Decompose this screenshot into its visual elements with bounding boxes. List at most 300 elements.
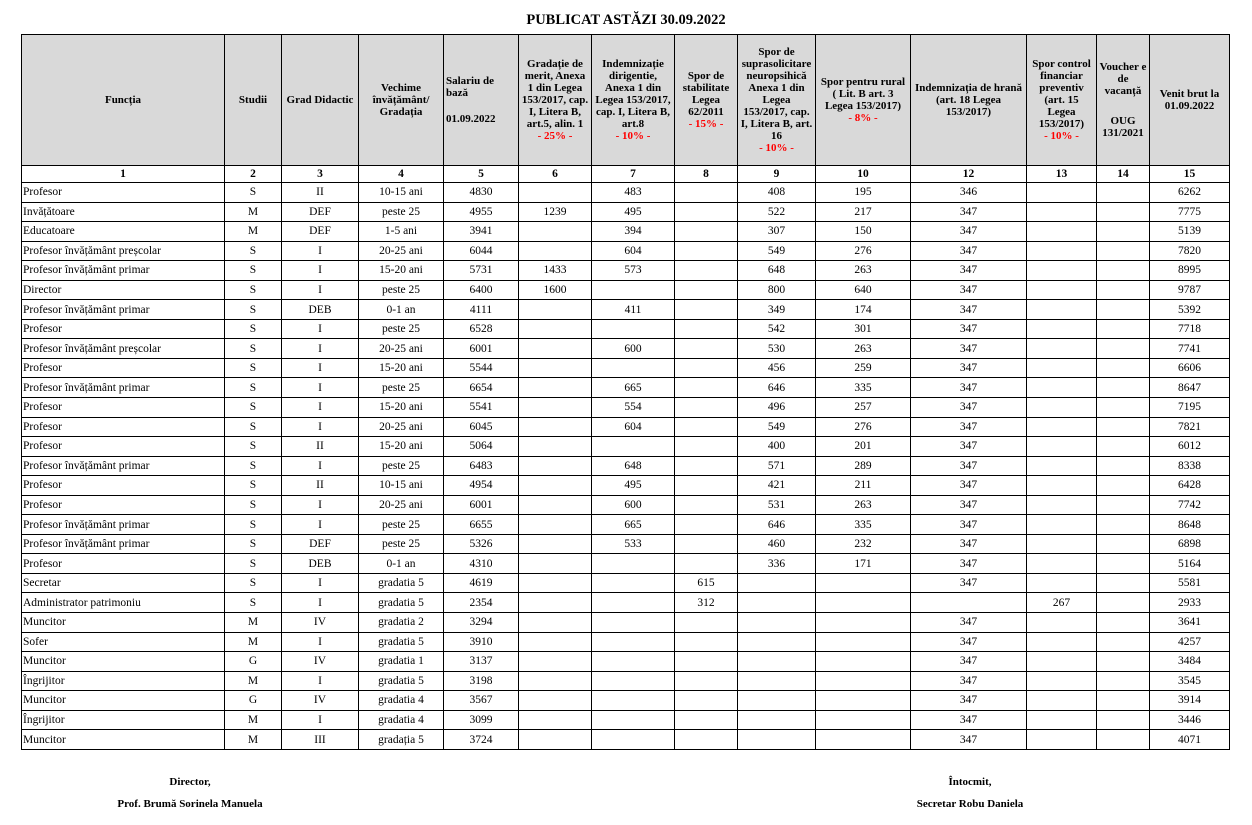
cell-dirigentie: 394: [592, 222, 675, 242]
column-number: 10: [816, 166, 911, 183]
cell-spor-cfp: [1027, 671, 1097, 691]
cell-spor-stabilitate: [675, 476, 738, 496]
table-header: [22, 35, 1230, 183]
cell-spor-suprasolicitare: 646: [738, 378, 816, 398]
cell-studii: S: [225, 593, 282, 613]
header-spor-rural-pct: - 8% -: [848, 112, 878, 124]
cell-gradatie-merit: [519, 300, 592, 320]
cell-gradatie-merit: [519, 183, 592, 203]
cell-studii: S: [225, 534, 282, 554]
cell-functia: Profesor: [22, 476, 225, 496]
cell-spor-suprasolicitare: 349: [738, 300, 816, 320]
cell-spor-stabilitate: [675, 671, 738, 691]
cell-venit-brut: 7821: [1150, 417, 1230, 437]
director-title: Director,: [169, 776, 211, 788]
cell-spor-cfp: [1027, 495, 1097, 515]
table-row: [22, 378, 1230, 398]
cell-vechime: gradatia 2: [359, 613, 444, 633]
cell-spor-suprasolicitare: [738, 593, 816, 613]
cell-venit-brut: 6898: [1150, 534, 1230, 554]
cell-spor-suprasolicitare: 421: [738, 476, 816, 496]
cell-spor-rural: 263: [816, 339, 911, 359]
cell-indemnizatie-hrana: 347: [911, 417, 1027, 437]
column-number: 3: [282, 166, 359, 183]
cell-indemnizatie-hrana: 347: [911, 534, 1027, 554]
cell-indemnizatie-hrana: 347: [911, 691, 1027, 711]
cell-vechime: gradatia 5: [359, 593, 444, 613]
cell-indemnizatie-hrana: 347: [911, 358, 1027, 378]
cell-spor-cfp: [1027, 613, 1097, 633]
cell-studii: S: [225, 437, 282, 457]
cell-indemnizatie-hrana: 347: [911, 261, 1027, 281]
cell-spor-cfp: [1027, 437, 1097, 457]
cell-studii: S: [225, 456, 282, 476]
cell-spor-rural: 259: [816, 358, 911, 378]
cell-studii: S: [225, 476, 282, 496]
table-row: [22, 417, 1230, 437]
cell-venit-brut: 7195: [1150, 398, 1230, 418]
cell-spor-suprasolicitare: [738, 632, 816, 652]
cell-grad: I: [282, 339, 359, 359]
header-studii: Studii: [225, 35, 282, 166]
cell-spor-cfp: [1027, 476, 1097, 496]
cell-salariu: 3724: [444, 730, 519, 750]
cell-spor-stabilitate: [675, 183, 738, 203]
cell-salariu: 3198: [444, 671, 519, 691]
cell-dirigentie: 573: [592, 261, 675, 281]
cell-dirigentie: [592, 358, 675, 378]
cell-indemnizatie-hrana: 347: [911, 300, 1027, 320]
cell-voucher: [1097, 183, 1150, 203]
cell-grad: I: [282, 358, 359, 378]
table-row: [22, 730, 1230, 750]
header-indemnizatie-hrana: Indemnizația de hrană (art. 18 Legea 153/2017): [911, 35, 1027, 166]
cell-functia: Muncitor: [22, 652, 225, 672]
cell-studii: M: [225, 710, 282, 730]
cell-spor-rural: 201: [816, 437, 911, 457]
cell-spor-stabilitate: [675, 300, 738, 320]
cell-spor-suprasolicitare: 456: [738, 358, 816, 378]
cell-indemnizatie-hrana: 347: [911, 515, 1027, 535]
table-row: [22, 534, 1230, 554]
cell-spor-stabilitate: 615: [675, 573, 738, 593]
cell-venit-brut: 5581: [1150, 573, 1230, 593]
cell-functia: Profesor învățământ primar: [22, 534, 225, 554]
cell-salariu: 6044: [444, 241, 519, 261]
cell-studii: M: [225, 202, 282, 222]
cell-spor-cfp: [1027, 241, 1097, 261]
cell-spor-stabilitate: 312: [675, 593, 738, 613]
cell-salariu: 3567: [444, 691, 519, 711]
cell-spor-rural: 174: [816, 300, 911, 320]
cell-gradatie-merit: [519, 378, 592, 398]
cell-studii: S: [225, 339, 282, 359]
table-row: [22, 300, 1230, 320]
cell-venit-brut: 5164: [1150, 554, 1230, 574]
cell-salariu: 5541: [444, 398, 519, 418]
cell-functia: Profesor învățământ primar: [22, 300, 225, 320]
cell-grad: II: [282, 183, 359, 203]
cell-dirigentie: [592, 554, 675, 574]
cell-vechime: peste 25: [359, 534, 444, 554]
cell-spor-cfp: [1027, 398, 1097, 418]
column-number: 4: [359, 166, 444, 183]
cell-spor-stabilitate: [675, 222, 738, 242]
cell-gradatie-merit: [519, 319, 592, 339]
cell-functia: Director: [22, 280, 225, 300]
cell-vechime: gradatia 5: [359, 671, 444, 691]
header-salariu-date: 01.09.2022: [446, 113, 496, 125]
cell-spor-stabilitate: [675, 319, 738, 339]
cell-functia: Administrator patrimoniu: [22, 593, 225, 613]
cell-vechime: gradatia 5: [359, 632, 444, 652]
cell-indemnizatie-hrana: 347: [911, 241, 1027, 261]
cell-spor-stabilitate: [675, 261, 738, 281]
cell-spor-cfp: [1027, 632, 1097, 652]
header-spor-stabilitate: [675, 35, 738, 166]
cell-studii: S: [225, 495, 282, 515]
cell-dirigentie: 483: [592, 183, 675, 203]
cell-functia: Profesor învățământ preșcolar: [22, 241, 225, 261]
cell-spor-suprasolicitare: 460: [738, 534, 816, 554]
salary-table: [21, 34, 1230, 750]
cell-voucher: [1097, 261, 1150, 281]
cell-vechime: peste 25: [359, 515, 444, 535]
cell-functia: Muncitor: [22, 691, 225, 711]
cell-spor-rural: 217: [816, 202, 911, 222]
header-vechime: Vechime învățământ/ Gradația: [359, 35, 444, 166]
cell-gradatie-merit: [519, 632, 592, 652]
cell-voucher: [1097, 476, 1150, 496]
cell-gradatie-merit: [519, 691, 592, 711]
cell-dirigentie: 648: [592, 456, 675, 476]
cell-spor-stabilitate: [675, 710, 738, 730]
cell-salariu: 4830: [444, 183, 519, 203]
cell-spor-suprasolicitare: [738, 573, 816, 593]
cell-functia: Profesor: [22, 319, 225, 339]
cell-spor-stabilitate: [675, 456, 738, 476]
table-row: [22, 573, 1230, 593]
cell-spor-rural: 211: [816, 476, 911, 496]
table-row: [22, 632, 1230, 652]
cell-spor-cfp: [1027, 202, 1097, 222]
cell-studii: S: [225, 319, 282, 339]
cell-voucher: [1097, 730, 1150, 750]
cell-gradatie-merit: [519, 456, 592, 476]
cell-venit-brut: 7718: [1150, 319, 1230, 339]
cell-gradatie-merit: [519, 710, 592, 730]
cell-venit-brut: 7741: [1150, 339, 1230, 359]
table-row: [22, 339, 1230, 359]
cell-indemnizatie-hrana: 347: [911, 319, 1027, 339]
cell-grad: I: [282, 417, 359, 437]
column-number: 7: [592, 166, 675, 183]
cell-vechime: 20-25 ani: [359, 495, 444, 515]
cell-spor-stabilitate: [675, 730, 738, 750]
cell-gradatie-merit: [519, 417, 592, 437]
cell-salariu: 5064: [444, 437, 519, 457]
cell-indemnizatie-hrana: 347: [911, 202, 1027, 222]
cell-spor-cfp: [1027, 417, 1097, 437]
cell-spor-suprasolicitare: 307: [738, 222, 816, 242]
cell-studii: S: [225, 280, 282, 300]
cell-gradatie-merit: 1600: [519, 280, 592, 300]
cell-voucher: [1097, 573, 1150, 593]
cell-gradatie-merit: [519, 573, 592, 593]
header-spor-control-financiar-label: Spor control financiar preventiv (art. 15 Legea 153/2017): [1032, 58, 1091, 130]
cell-spor-rural: 289: [816, 456, 911, 476]
cell-indemnizatie-hrana: 347: [911, 280, 1027, 300]
column-number: 1: [22, 166, 225, 183]
table-row: [22, 319, 1230, 339]
cell-spor-stabilitate: [675, 554, 738, 574]
cell-indemnizatie-hrana: 347: [911, 573, 1027, 593]
cell-vechime: peste 25: [359, 456, 444, 476]
cell-spor-suprasolicitare: [738, 730, 816, 750]
cell-spor-cfp: [1027, 358, 1097, 378]
cell-voucher: [1097, 437, 1150, 457]
cell-gradatie-merit: [519, 358, 592, 378]
cell-grad: I: [282, 593, 359, 613]
cell-studii: S: [225, 261, 282, 281]
cell-functia: Profesor: [22, 358, 225, 378]
cell-dirigentie: 554: [592, 398, 675, 418]
header-indemnizatie-dirigentie-label: Indemnizație dirigentie, Anexa 1 din Legea 153/2017, cap. I, Litera B, art.8: [595, 58, 671, 130]
cell-voucher: [1097, 339, 1150, 359]
table-row: [22, 710, 1230, 730]
cell-voucher: [1097, 222, 1150, 242]
column-number: 15: [1150, 166, 1230, 183]
table-row: [22, 476, 1230, 496]
cell-venit-brut: 5139: [1150, 222, 1230, 242]
header-spor-control-financiar-pct: - 10% -: [1044, 130, 1079, 142]
cell-spor-stabilitate: [675, 495, 738, 515]
cell-vechime: 15-20 ani: [359, 437, 444, 457]
cell-spor-suprasolicitare: 400: [738, 437, 816, 457]
column-number: 9: [738, 166, 816, 183]
cell-spor-cfp: [1027, 710, 1097, 730]
cell-venit-brut: 3914: [1150, 691, 1230, 711]
cell-grad: I: [282, 456, 359, 476]
cell-vechime: gradatia 4: [359, 691, 444, 711]
cell-voucher: [1097, 358, 1150, 378]
header-voucher-vacanta-oug: OUG 131/2021: [1102, 115, 1144, 139]
cell-spor-suprasolicitare: 408: [738, 183, 816, 203]
cell-vechime: 20-25 ani: [359, 417, 444, 437]
cell-grad: I: [282, 261, 359, 281]
cell-indemnizatie-hrana: 347: [911, 437, 1027, 457]
cell-spor-rural: 232: [816, 534, 911, 554]
cell-studii: M: [225, 613, 282, 633]
header-gradatie-merit-pct: - 25% -: [537, 130, 573, 142]
cell-dirigentie: 495: [592, 202, 675, 222]
cell-voucher: [1097, 515, 1150, 535]
cell-grad: I: [282, 495, 359, 515]
cell-gradatie-merit: [519, 495, 592, 515]
cell-functia: Educatoare: [22, 222, 225, 242]
cell-spor-cfp: [1027, 456, 1097, 476]
cell-functia: Îngrijitor: [22, 710, 225, 730]
cell-spor-rural: 335: [816, 378, 911, 398]
column-number: 14: [1097, 166, 1150, 183]
cell-salariu: 6528: [444, 319, 519, 339]
cell-spor-cfp: [1027, 515, 1097, 535]
cell-indemnizatie-hrana: 347: [911, 378, 1027, 398]
cell-voucher: [1097, 710, 1150, 730]
cell-vechime: gradația 5: [359, 730, 444, 750]
cell-salariu: 4111: [444, 300, 519, 320]
cell-vechime: 0-1 an: [359, 300, 444, 320]
table-row: [22, 671, 1230, 691]
cell-spor-stabilitate: [675, 378, 738, 398]
header-spor-control-financiar: [1027, 35, 1097, 166]
cell-grad: I: [282, 710, 359, 730]
cell-grad: I: [282, 515, 359, 535]
cell-vechime: peste 25: [359, 280, 444, 300]
column-number: 6: [519, 166, 592, 183]
table-row: [22, 515, 1230, 535]
cell-spor-stabilitate: [675, 534, 738, 554]
header-grad-didactic: Grad Didactic: [282, 35, 359, 166]
table-row: [22, 261, 1230, 281]
cell-grad: I: [282, 632, 359, 652]
cell-indemnizatie-hrana: 346: [911, 183, 1027, 203]
cell-functia: Profesor: [22, 495, 225, 515]
cell-grad: II: [282, 437, 359, 457]
cell-spor-rural: [816, 730, 911, 750]
cell-grad: I: [282, 241, 359, 261]
cell-gradatie-merit: [519, 437, 592, 457]
cell-salariu: 3099: [444, 710, 519, 730]
cell-studii: M: [225, 730, 282, 750]
cell-indemnizatie-hrana: 347: [911, 456, 1027, 476]
cell-dirigentie: 665: [592, 515, 675, 535]
cell-functia: Muncitor: [22, 730, 225, 750]
cell-spor-stabilitate: [675, 613, 738, 633]
cell-indemnizatie-hrana: [911, 593, 1027, 613]
cell-gradatie-merit: [519, 613, 592, 633]
cell-dirigentie: [592, 710, 675, 730]
cell-vechime: gradatia 1: [359, 652, 444, 672]
cell-indemnizatie-hrana: 347: [911, 554, 1027, 574]
cell-vechime: 15-20 ani: [359, 358, 444, 378]
cell-salariu: 6001: [444, 339, 519, 359]
column-number-row: [22, 166, 1230, 183]
cell-voucher: [1097, 300, 1150, 320]
cell-studii: G: [225, 652, 282, 672]
header-salariu: [444, 35, 519, 166]
cell-grad: I: [282, 671, 359, 691]
header-indemnizatie-dirigentie: [592, 35, 675, 166]
cell-spor-rural: [816, 613, 911, 633]
cell-studii: S: [225, 358, 282, 378]
cell-dirigentie: [592, 573, 675, 593]
cell-venit-brut: 6428: [1150, 476, 1230, 496]
cell-spor-suprasolicitare: 496: [738, 398, 816, 418]
column-number: 8: [675, 166, 738, 183]
cell-spor-suprasolicitare: 648: [738, 261, 816, 281]
cell-functia: Profesor: [22, 437, 225, 457]
director-name: Prof. Brumă Sorinela Manuela: [117, 798, 263, 810]
preparer-title: Întocmit,: [948, 776, 992, 788]
cell-voucher: [1097, 671, 1150, 691]
cell-functia: Invățătoare: [22, 202, 225, 222]
cell-venit-brut: 8995: [1150, 261, 1230, 281]
cell-salariu: 6045: [444, 417, 519, 437]
cell-voucher: [1097, 319, 1150, 339]
cell-studii: S: [225, 241, 282, 261]
cell-grad: III: [282, 730, 359, 750]
cell-vechime: 1-5 ani: [359, 222, 444, 242]
cell-spor-stabilitate: [675, 652, 738, 672]
cell-venit-brut: 6012: [1150, 437, 1230, 457]
cell-dirigentie: [592, 691, 675, 711]
cell-dirigentie: [592, 319, 675, 339]
cell-studii: M: [225, 671, 282, 691]
cell-salariu: 5326: [444, 534, 519, 554]
cell-spor-suprasolicitare: [738, 671, 816, 691]
column-number: 13: [1027, 166, 1097, 183]
cell-functia: Profesor învățământ primar: [22, 515, 225, 535]
cell-vechime: 20-25 ani: [359, 241, 444, 261]
column-number: 2: [225, 166, 282, 183]
cell-studii: S: [225, 417, 282, 437]
cell-grad: II: [282, 476, 359, 496]
cell-spor-cfp: [1027, 730, 1097, 750]
cell-studii: S: [225, 300, 282, 320]
cell-gradatie-merit: [519, 476, 592, 496]
cell-spor-cfp: [1027, 378, 1097, 398]
cell-salariu: 5544: [444, 358, 519, 378]
cell-grad: I: [282, 378, 359, 398]
cell-voucher: [1097, 398, 1150, 418]
table-row: [22, 437, 1230, 457]
cell-functia: Secretar: [22, 573, 225, 593]
cell-salariu: 3910: [444, 632, 519, 652]
document-title: PUBLICAT ASTĂZI 30.09.2022: [526, 12, 726, 28]
cell-vechime: gradatia 4: [359, 710, 444, 730]
cell-dirigentie: [592, 730, 675, 750]
cell-functia: Profesor învățământ primar: [22, 261, 225, 281]
cell-vechime: peste 25: [359, 202, 444, 222]
cell-dirigentie: [592, 437, 675, 457]
cell-spor-suprasolicitare: 531: [738, 495, 816, 515]
header-gradatie-merit-label: Gradație de merit, Anexa 1 din Legea 153/2017, cap. I, Litera B, art.5, alin. 1: [521, 58, 589, 130]
cell-venit-brut: 9787: [1150, 280, 1230, 300]
cell-salariu: 3941: [444, 222, 519, 242]
cell-dirigentie: 600: [592, 495, 675, 515]
cell-dirigentie: [592, 593, 675, 613]
cell-indemnizatie-hrana: 347: [911, 632, 1027, 652]
cell-spor-cfp: 267: [1027, 593, 1097, 613]
header-voucher-vacanta-label: Voucher e de vacanță: [1099, 61, 1147, 97]
cell-grad: I: [282, 280, 359, 300]
cell-functia: Profesor învățământ primar: [22, 456, 225, 476]
cell-grad: IV: [282, 613, 359, 633]
cell-functia: Sofer: [22, 632, 225, 652]
cell-spor-rural: [816, 593, 911, 613]
cell-spor-cfp: [1027, 280, 1097, 300]
cell-spor-stabilitate: [675, 280, 738, 300]
cell-grad: I: [282, 398, 359, 418]
cell-studii: S: [225, 554, 282, 574]
cell-venit-brut: 6606: [1150, 358, 1230, 378]
table-row: [22, 691, 1230, 711]
cell-voucher: [1097, 280, 1150, 300]
cell-gradatie-merit: [519, 730, 592, 750]
cell-gradatie-merit: [519, 515, 592, 535]
cell-spor-suprasolicitare: 530: [738, 339, 816, 359]
